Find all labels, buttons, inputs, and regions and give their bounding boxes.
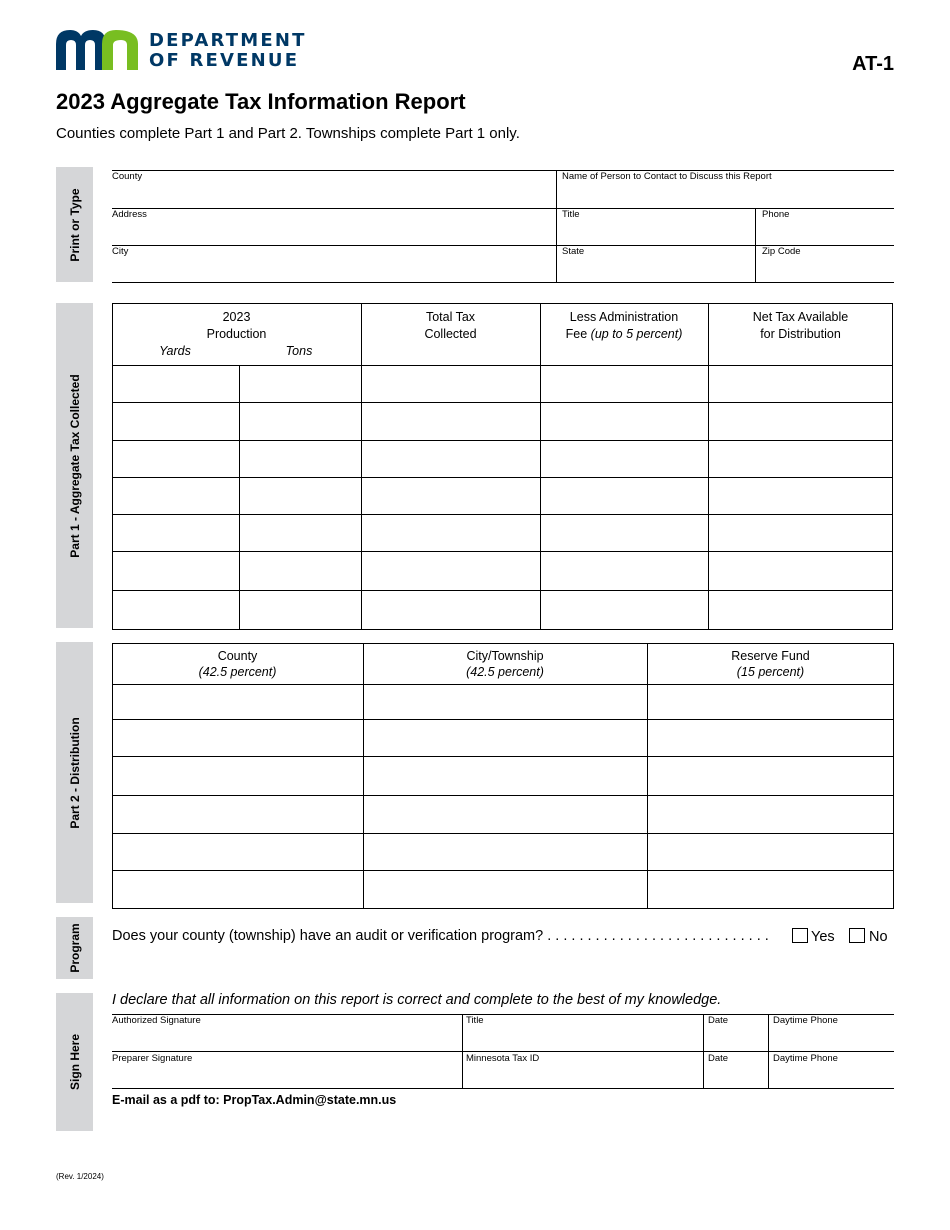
daytime-phone-label: Daytime Phone	[773, 1015, 838, 1026]
part2-cell-input[interactable]	[364, 757, 646, 794]
authorized-signature-label: Authorized Signature	[112, 1015, 201, 1026]
signer-title-input[interactable]	[463, 1027, 702, 1050]
contact-name-input[interactable]	[557, 183, 894, 207]
preparer-daytime-phone-label: Daytime Phone	[773, 1053, 838, 1064]
part2-cell-input[interactable]	[648, 757, 893, 794]
part1-cell-input[interactable]	[709, 478, 892, 513]
city-share-pct: (42.5 percent)	[466, 665, 544, 679]
part1-cell-input[interactable]	[240, 552, 360, 589]
mn-tax-id-label: Minnesota Tax ID	[466, 1053, 540, 1064]
zip-input[interactable]	[756, 258, 894, 281]
part2-cell-input[interactable]	[364, 796, 646, 832]
no-label: No	[869, 929, 888, 945]
part1-cell-input[interactable]	[541, 441, 707, 476]
state-field-label: State	[562, 246, 585, 257]
part2-cell-input[interactable]	[648, 834, 893, 869]
part1-cell-input[interactable]	[113, 478, 238, 513]
state-input[interactable]	[557, 258, 754, 281]
city-input[interactable]	[112, 258, 555, 281]
part1-cell-input[interactable]	[362, 515, 539, 550]
audit-program-question: Does your county (township) have an audit or verification program? . . . . . . . . . . . . . . . . . . . . . . . . . . . .	[112, 928, 769, 944]
part1-cell-input[interactable]	[709, 591, 892, 629]
part2-cell-input[interactable]	[113, 834, 362, 869]
part1-cell-input[interactable]	[362, 366, 539, 401]
part2-cell-input[interactable]	[648, 720, 893, 755]
part1-cell-input[interactable]	[113, 515, 238, 550]
part1-cell-input[interactable]	[541, 591, 707, 629]
title-field-label: Title	[562, 209, 580, 220]
part2-cell-input[interactable]	[113, 871, 362, 908]
part2-cell-input[interactable]	[113, 796, 362, 832]
tons-header: Tons	[285, 344, 313, 358]
production-year-header: 2023	[222, 310, 251, 324]
part1-cell-input[interactable]	[113, 403, 238, 439]
part1-cell-input[interactable]	[541, 366, 707, 401]
mn-logo-icon	[56, 30, 138, 70]
daytime-phone-input[interactable]	[769, 1027, 894, 1050]
divider	[112, 282, 894, 283]
section-tab-print-or-type	[56, 167, 93, 282]
preparer-signature-label: Preparer Signature	[112, 1053, 193, 1064]
email-instruction: E-mail as a pdf to: PropTax.Admin@state.mn.us	[112, 1093, 397, 1107]
total-tax-header: Total Tax	[425, 310, 476, 324]
yes-label: Yes	[811, 929, 835, 945]
part1-cell-input[interactable]	[240, 441, 360, 476]
no-checkbox[interactable]	[849, 928, 865, 943]
zip-field-label: Zip Code	[762, 246, 801, 257]
section-tab-part1	[56, 303, 93, 628]
part1-cell-input[interactable]	[709, 403, 892, 439]
section-tab-part2	[56, 642, 93, 903]
date-label: Date	[708, 1015, 729, 1026]
part2-cell-input[interactable]	[364, 720, 646, 755]
part1-cell-input[interactable]	[709, 366, 892, 401]
part1-cell-input[interactable]	[240, 403, 360, 439]
yes-checkbox[interactable]	[792, 928, 808, 943]
part2-cell-input[interactable]	[113, 685, 362, 718]
part1-cell-input[interactable]	[240, 591, 360, 629]
title-input[interactable]	[557, 221, 754, 244]
authorized-signature-input[interactable]	[112, 1027, 461, 1050]
part2-cell-input[interactable]	[648, 685, 893, 718]
preparer-signature-input[interactable]	[112, 1064, 461, 1087]
part1-cell-input[interactable]	[362, 552, 539, 589]
city-share-header: City/Township	[466, 649, 544, 663]
contact-name-field-label: Name of Person to Contact to Discuss this Report	[562, 171, 772, 182]
preparer-date-label: Date	[708, 1053, 729, 1064]
mn-tax-id-input[interactable]	[463, 1064, 702, 1087]
less-admin-header-2: Fee (up to 5 percent)	[565, 327, 683, 341]
part1-cell-input[interactable]	[113, 441, 238, 476]
part1-cell-input[interactable]	[362, 441, 539, 476]
preparer-date-input[interactable]	[704, 1064, 767, 1087]
part1-cell-input[interactable]	[709, 552, 892, 589]
county-share-header: County	[217, 649, 258, 663]
phone-field-label: Phone	[762, 209, 790, 220]
part2-cell-input[interactable]	[364, 871, 646, 908]
preparer-daytime-phone-input[interactable]	[769, 1064, 894, 1087]
date-input[interactable]	[704, 1027, 767, 1050]
county-field-label: County	[112, 171, 143, 182]
net-tax-header-2: for Distribution	[760, 327, 841, 341]
part1-cell-input[interactable]	[541, 552, 707, 589]
address-input[interactable]	[112, 221, 555, 244]
part1-cell-input[interactable]	[113, 591, 238, 629]
section-tab-sign-here	[56, 993, 93, 1131]
part1-cell-input[interactable]	[240, 366, 360, 401]
part1-cell-input[interactable]	[362, 591, 539, 629]
total-tax-header-2: Collected	[424, 327, 477, 341]
part2-cell-input[interactable]	[113, 757, 362, 794]
net-tax-header: Net Tax Available	[752, 310, 849, 324]
part1-cell-input[interactable]	[541, 515, 707, 550]
production-header: Production	[206, 327, 267, 341]
reserve-share-header: Reserve Fund	[731, 649, 810, 663]
section-label: Program	[67, 923, 82, 973]
form-id: AT-1	[852, 53, 894, 75]
divider	[112, 1051, 894, 1052]
divider	[112, 170, 894, 171]
divider	[112, 1088, 894, 1089]
reserve-share-pct: (15 percent)	[736, 665, 805, 679]
part2-cell-input[interactable]	[113, 720, 362, 755]
section-label: Sign Here	[67, 1033, 82, 1091]
part1-cell-input[interactable]	[362, 478, 539, 513]
part1-cell-input[interactable]	[240, 515, 360, 550]
part1-cell-input[interactable]	[362, 403, 539, 439]
department-name-line1: DEPARTMENT	[149, 30, 307, 51]
part2-cell-input[interactable]	[364, 834, 646, 869]
yards-header: Yards	[159, 344, 191, 358]
part1-cell-input[interactable]	[541, 478, 707, 513]
part1-cell-input[interactable]	[113, 552, 238, 589]
part1-cell-input[interactable]	[709, 515, 892, 550]
part2-cell-input[interactable]	[364, 685, 646, 718]
department-name-line2: OF REVENUE	[149, 50, 300, 71]
city-field-label: City	[112, 246, 129, 257]
part1-cell-input[interactable]	[541, 403, 707, 439]
section-label: Print or Type	[67, 187, 82, 262]
section-tab-program	[56, 917, 93, 979]
part1-cell-input[interactable]	[240, 478, 360, 513]
signer-title-label: Title	[466, 1015, 484, 1026]
county-input[interactable]	[112, 183, 555, 207]
less-admin-header: Less Administration	[569, 310, 679, 324]
phone-input[interactable]	[756, 221, 894, 244]
revision-date: (Rev. 1/2024)	[56, 1172, 104, 1181]
part1-cell-input[interactable]	[709, 441, 892, 476]
page-subtitle: Counties complete Part 1 and Part 2. Townships complete Part 1 only.	[56, 125, 520, 142]
section-label: Part 1 - Aggregate Tax Collected	[67, 373, 82, 558]
part2-cell-input[interactable]	[648, 871, 893, 908]
address-field-label: Address	[112, 209, 147, 220]
county-share-pct: (42.5 percent)	[198, 665, 277, 679]
page-title: 2023 Aggregate Tax Information Report	[56, 89, 466, 114]
part2-cell-input[interactable]	[648, 796, 893, 832]
section-label: Part 2 - Distribution	[67, 716, 82, 829]
declaration-text: I declare that all information on this report is correct and complete to the best of my knowledge.	[112, 992, 722, 1008]
part1-cell-input[interactable]	[113, 366, 238, 401]
